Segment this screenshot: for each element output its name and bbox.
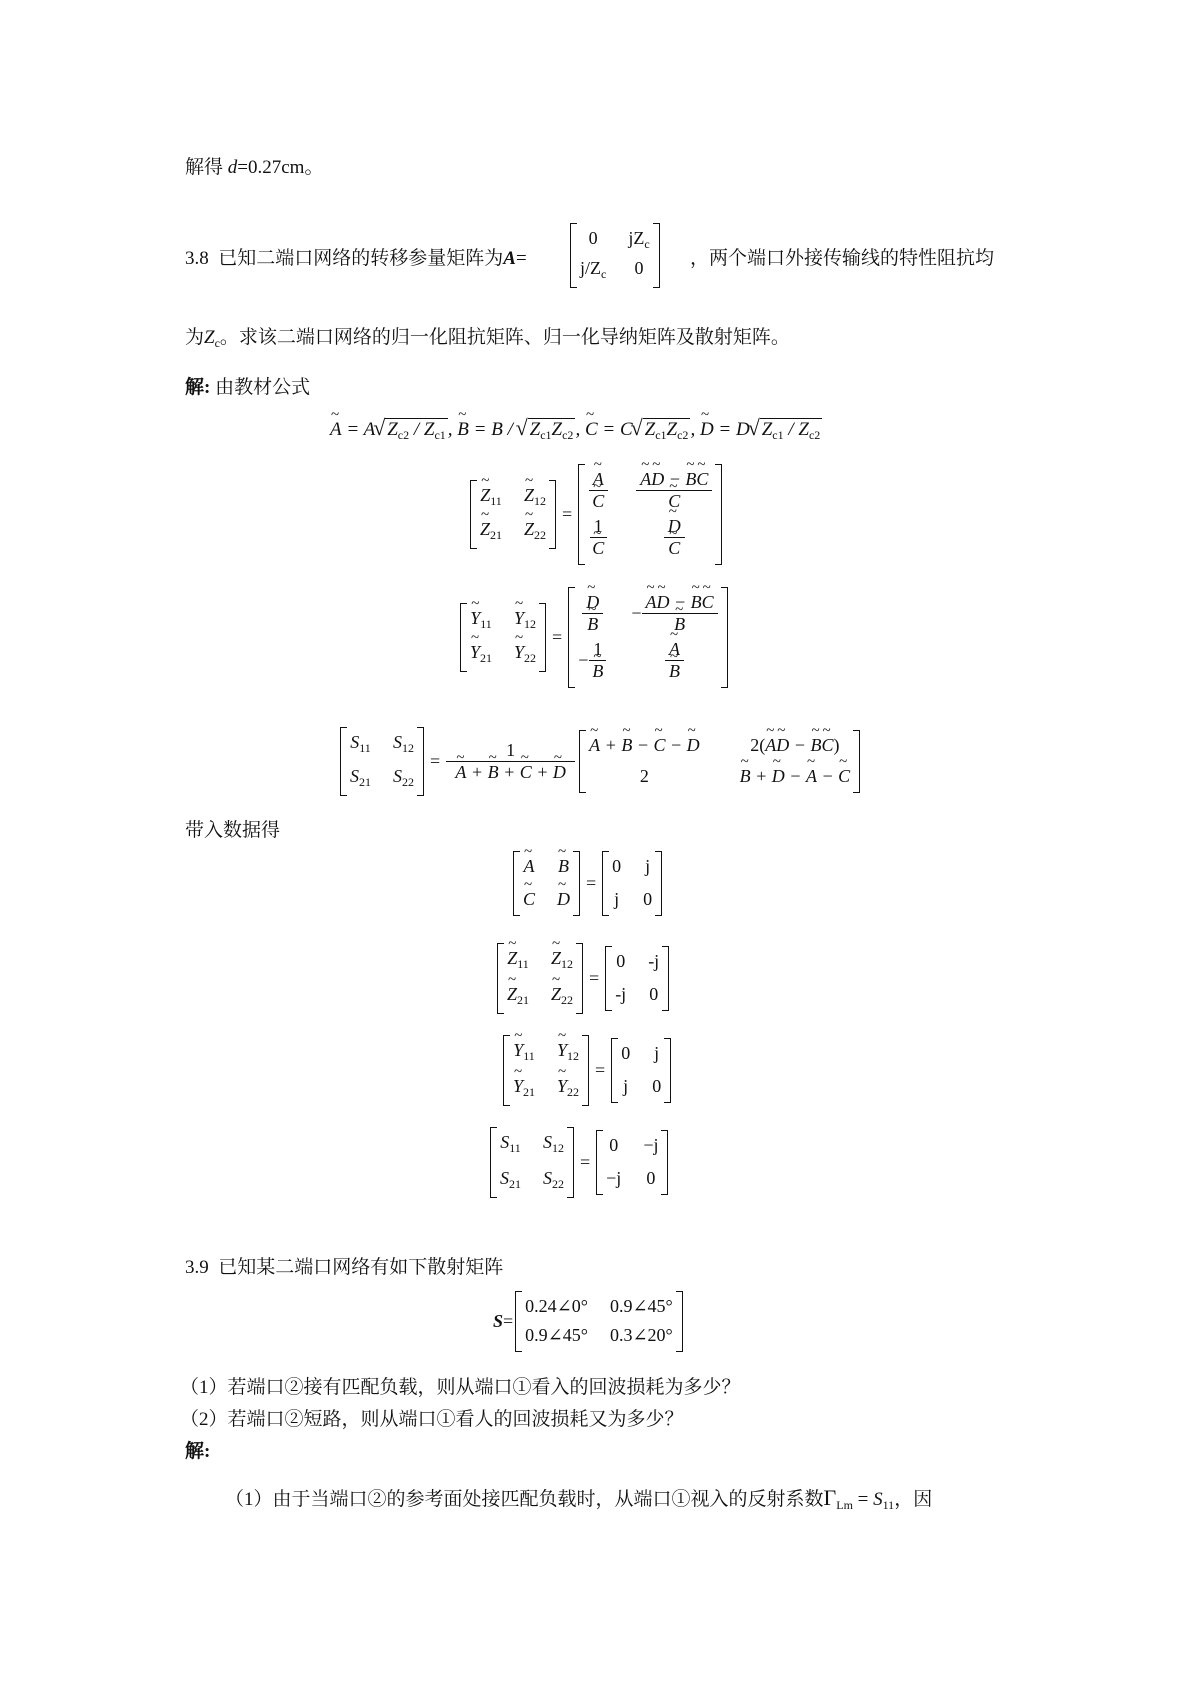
text-c-prefix: 为 xyxy=(185,327,205,348)
s-rhs: ~ A + ~ B − ~ C − ~ D 2(~ A~ D − ~ B~ C) 2 ~ B + ~ D − ~ A − ~ C xyxy=(579,731,860,791)
cell: 0 xyxy=(588,228,598,248)
y-result-rhs xyxy=(611,1039,671,1101)
problem-3-9-line xyxy=(185,1252,503,1279)
solution-text: 由教材公式 xyxy=(215,377,311,398)
cell: −j xyxy=(643,1135,659,1155)
cell: $jZ_c$ xyxy=(628,228,650,251)
matrix-bracket xyxy=(570,224,660,286)
z-result: ~ $Z_{11}$ ~ $Z_{12}$ ~ $Z_{21}$ ~ $Z_{22}$ = 0 -j -j 0 xyxy=(497,944,669,1012)
z-matrix-formula: ~ $Z_{11}$ ~ $Z_{12}$ ~ $Z_{21}$ ~ $Z_{22}$ = ~ A ~ C ~ A~ D − ~ B~ C ~ C 1 ~ C ~ D ~ C xyxy=(470,465,722,563)
question-2 xyxy=(180,1404,684,1431)
cell: 0.9∠45° xyxy=(525,1325,588,1345)
cell: -j xyxy=(615,984,627,1004)
cell: j xyxy=(614,889,620,909)
cell: j xyxy=(623,1076,629,1096)
answer-1-tail: ，因 xyxy=(894,1489,933,1510)
cell: $j/Z_c$ xyxy=(580,258,607,281)
normalized-formula: ~ A = A√ $Z_{c2} / Z_{c1}$ , ~ B = B / √ $Z_{c1}Z_{c2}$ , ~ C = C√ $Z_{c1}Z_{c2}$ , ~ D = D√ $Z_{c1} / Z_{c2}$ xyxy=(330,418,822,443)
solution-line xyxy=(185,372,310,399)
result-prefix: 解得 xyxy=(185,157,228,178)
z-result-rhs xyxy=(605,947,669,1009)
cell: 0 xyxy=(649,984,659,1004)
solution-label: 解: xyxy=(185,377,211,398)
question-1-text: （1）若端口②接有匹配负载，则从端口①看入的回波损耗为多少？ xyxy=(180,1377,741,1398)
cell: 0 xyxy=(609,1135,619,1155)
substitute-text: 带入数据得 xyxy=(185,820,281,841)
cell: 0 xyxy=(652,1076,662,1096)
question-2-text: （2）若端口②短路，则从端口①看人的回波损耗又为多少？ xyxy=(180,1409,684,1430)
cell: 0.9∠45° xyxy=(609,1296,673,1316)
cell: 0 xyxy=(616,951,626,971)
z-result-lhs: ~ $Z_{11}$ ~ $Z_{12}$ ~ $Z_{21}$ ~ $Z_{22}$ xyxy=(497,944,583,1012)
problem-text: 已知某二端口网络有如下散射矩阵 xyxy=(218,1257,504,1278)
cell: 0.3∠20° xyxy=(609,1325,673,1345)
problem-3-8-line1: 3.8 已知二端口网络的转移参量矩阵为A= xyxy=(185,248,527,269)
symbol-a: A xyxy=(503,248,516,269)
problem-number: 3.8 xyxy=(185,248,209,269)
cell: j xyxy=(654,1043,660,1063)
cell: 0 xyxy=(646,1168,656,1188)
substitute-line xyxy=(185,815,280,842)
result-line xyxy=(185,152,323,179)
abcd-result: ~ A ~ B ~ C ~ D = 0 j j 0 xyxy=(513,852,662,914)
problem-3-8-line2: 为$Z_c$。求该二端口网络的归一化阻抗矩阵、归一化导纳矩阵及散射矩阵。 xyxy=(185,327,790,350)
solution-label: 解: xyxy=(185,1441,211,1462)
cell: −j xyxy=(606,1168,622,1188)
y-matrix-formula: ~ $Y_{11}$ ~ $Y_{12}$ ~ $Y_{21}$ ~ $Y_{22}$ = ~ D ~ B − ~ A~ D − ~ B~ C ~ B − 1 ~ B ~ A ~ B xyxy=(460,588,728,686)
s-result-rhs xyxy=(596,1131,668,1193)
s-lhs: $S_{11}$ $S_{12}$ $S_{21}$ $S_{22}$ xyxy=(340,728,424,794)
answer-1-text: （1）由于当端口②的参考面处接匹配负载时，从端口①视入的反射系数 xyxy=(225,1489,824,1510)
answer-1-line: （1）由于当端口②的参考面处接匹配负载时，从端口①视入的反射系数$\Gamma_{Lm} = S_{11}$，因 xyxy=(225,1485,933,1512)
cell: j xyxy=(645,856,651,876)
result-value: =0.27cm。 xyxy=(237,157,324,178)
cell: -j xyxy=(648,951,660,971)
text-c: 。求该二端口网络的归一化阻抗矩阵、归一化导纳矩阵及散射矩阵。 xyxy=(219,327,790,348)
problem-3-8-line1-tail xyxy=(690,243,994,270)
cell: 0 xyxy=(634,258,644,278)
transfer-matrix xyxy=(570,224,660,286)
solution-label-3-9 xyxy=(185,1436,210,1463)
s-param-matrix: S = 0.24∠0° 0.9∠45° 0.9∠45° 0.3∠20° xyxy=(493,1292,683,1350)
result-var: d xyxy=(227,157,238,178)
s-matrix-formula: $S_{11}$ $S_{12}$ $S_{21}$ $S_{22}$ = 1 ~ A + ~ B + ~ C + ~ D ~ A + ~ B − ~ C − ~ D 2(~ A~ D − ~ B~ C) 2 ~ B + ~ D − ~ A − ~ C xyxy=(340,728,860,794)
y-lhs: ~ $Y_{11}$ ~ $Y_{12}$ ~ $Y_{21}$ ~ $Y_{22}$ xyxy=(460,604,546,670)
z-rhs: ~ A ~ C ~ A~ D − ~ B~ C ~ C 1 ~ C ~ D ~ C xyxy=(578,465,722,563)
y-rhs: ~ D ~ B − ~ A~ D − ~ B~ C ~ B − 1 ~ B ~ A ~ B xyxy=(568,588,727,686)
symbol-s: S xyxy=(493,1310,504,1331)
cell: 0 xyxy=(643,889,653,909)
z-lhs: ~ $Z_{11}$ ~ $Z_{12}$ ~ $Z_{21}$ ~ $Z_{22}$ xyxy=(470,481,556,547)
s-param-bracket xyxy=(515,1292,683,1350)
cell: 0 xyxy=(621,1043,631,1063)
problem-text-b: ，两个端口外接传输线的特性阻抗均 xyxy=(690,248,995,269)
s-result: $S_{11}$ $S_{12}$ $S_{21}$ $S_{22}$ = 0 −j −j 0 xyxy=(490,1128,668,1196)
problem-number: 3.9 xyxy=(185,1257,209,1278)
cell: 0 xyxy=(612,856,622,876)
abcd-rhs xyxy=(602,852,662,914)
s-result-lhs: $S_{11}$ $S_{12}$ $S_{21}$ $S_{22}$ xyxy=(490,1128,574,1196)
question-1 xyxy=(180,1372,741,1399)
abcd-lhs: ~ A ~ B ~ C ~ D xyxy=(513,852,580,914)
problem-text: 已知二端口网络的转移参量矩阵为 xyxy=(218,248,504,269)
cell: 0.24∠0° xyxy=(525,1296,588,1316)
y-result-lhs: ~ $Y_{11}$ ~ $Y_{12}$ ~ $Y_{21}$ ~ $Y_{22}$ xyxy=(503,1036,589,1104)
y-result: ~ $Y_{11}$ ~ $Y_{12}$ ~ $Y_{21}$ ~ $Y_{22}$ = 0 j j 0 xyxy=(503,1036,671,1104)
